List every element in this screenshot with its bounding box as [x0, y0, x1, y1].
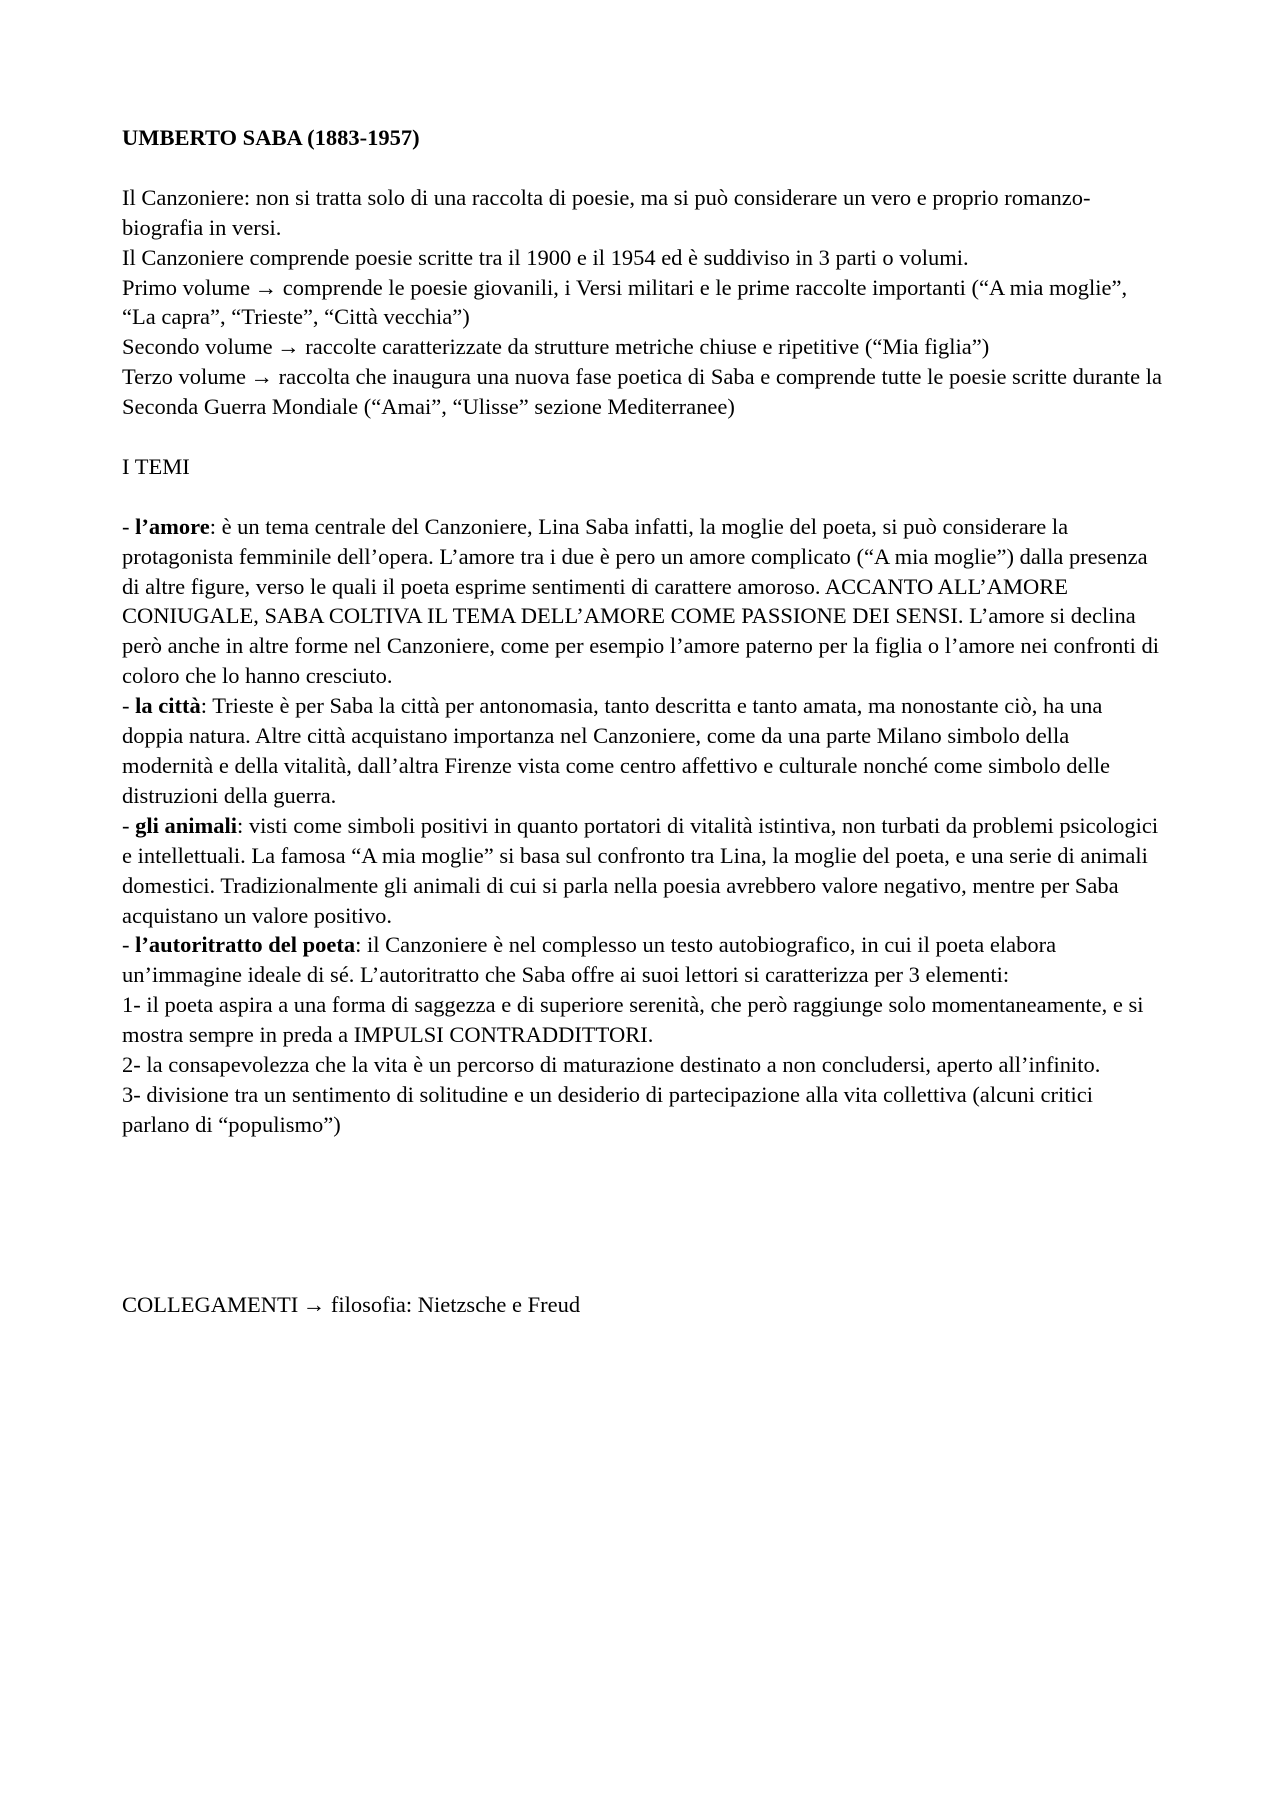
temi-heading: I TEMI: [122, 453, 190, 479]
tema-citta: [122, 691, 1162, 811]
tema-prefix: -: [122, 513, 136, 539]
intro-paragraph: Il Canzoniere comprende poesie scritte tra il 1900 e il 1954 ed è suddiviso in 3 parti o volumi.: [122, 244, 969, 270]
elemento-item: 2- la consapevolezza che la vita è un percorso di maturazione destinato a non concludersi, aperto all’infinito.: [122, 1052, 1101, 1078]
collegamenti-line: COLLEGAMENTI → filosofia: Nietzsche e Freud: [122, 1291, 581, 1317]
blank-line: [122, 482, 1162, 512]
tema-prefix: -: [122, 932, 136, 958]
tema-autoritratto: [122, 930, 1162, 990]
document-body: [122, 123, 1162, 1320]
volume-secondo: Secondo volume → raccolte caratterizzate da strutture metriche chiuse e ripetitive (“Mia figlia”): [122, 334, 990, 360]
tema-animali: [122, 811, 1162, 931]
tema-term: l’amore: [135, 513, 210, 539]
intro-paragraph: Il Canzoniere: non si tratta solo di una raccolta di poesie, ma si può considerare un vero e proprio romanzo-biografia in versi.: [122, 184, 1091, 240]
tema-text: : il Canzoniere è nel complesso un testo autobiografico, in cui il poeta elabora un’immagine ideale di sé. L’autoritratto che Saba offre ai suoi lettori si caratterizza per 3 elementi:: [122, 932, 1057, 988]
blank-line: [122, 153, 1162, 183]
elemento-item: 1- il poeta aspira a una forma di saggezza e di superiore serenità, che però raggiunge solo momentaneamente, e si mostra sempre in preda a IMPULSI CONTRADDITTORI.: [122, 992, 1144, 1048]
tema-prefix: -: [122, 693, 136, 719]
tema-term: la città: [135, 693, 201, 719]
tema-text: : è un tema centrale del Canzoniere, Lina Saba infatti, la moglie del poeta, si può considerare la protagonista femminile dell’opera. L’amore tra i due è pero un amore complicato (“A mia moglie”) dalla presenza di altre figure, verso le quali il poeta esprime sentimenti di carattere amoroso. ACCANTO ALL’AMORE CONIUGALE, SABA COLTIVA IL TEMA DELL’AMORE COME PASSIONE DEI SENSI. L’amore si declina però anche in altre forme nel Canzoniere, come per esempio l’amore paterno per la figlia o l’amore nei confronti di coloro che lo hanno cresciuto.: [122, 513, 1160, 689]
tema-term: l’autoritratto del poeta: [135, 932, 356, 958]
tema-text: : visti come simboli positivi in quanto portatori di vitalità istintiva, non turbati da problemi psicologici e intellettuali. La famosa “A mia moglie” si basa sul confronto tra Lina, la moglie del poeta, e una serie di animali domestici. Tradizionalmente gli animali di cui si parla nella poesia avrebbero valore negativo, mentre per Saba acquistano un valore positivo.: [122, 812, 1159, 928]
volume-primo: Primo volume → comprende le poesie giovanili, i Versi militari e le prime raccolte importanti (“A mia moglie”, “La capra”, “Trieste”, “Città vecchia”): [122, 274, 1128, 330]
document-title: UMBERTO SABA (1883-1957): [122, 125, 420, 150]
blank-space: [122, 1140, 1162, 1290]
tema-amore: [122, 512, 1162, 691]
elemento-item: 3- divisione tra un sentimento di solitudine e un desiderio di partecipazione alla vita collettiva (alcuni critici parlano di “populismo”): [122, 1081, 1093, 1137]
blank-line: [122, 422, 1162, 452]
volume-terzo: Terzo volume → raccolta che inaugura una nuova fase poetica di Saba e comprende tutte le poesie scritte durante la Seconda Guerra Mondiale (“Amai”, “Ulisse” sezione Mediterranee): [122, 364, 1162, 420]
tema-prefix: -: [122, 812, 136, 838]
tema-term: gli animali: [135, 812, 238, 838]
tema-text: : Trieste è per Saba la città per antonomasia, tanto descritta e tanto amata, ma nonostante ciò, ha una doppia natura. Altre città acquistano importanza nel Canzoniere, come da una parte Milano simbolo della modernità e della vitalità, dall’altra Firenze vista come centro affettivo e culturale nonché come simbolo delle distruzioni della guerra.: [122, 693, 1110, 808]
